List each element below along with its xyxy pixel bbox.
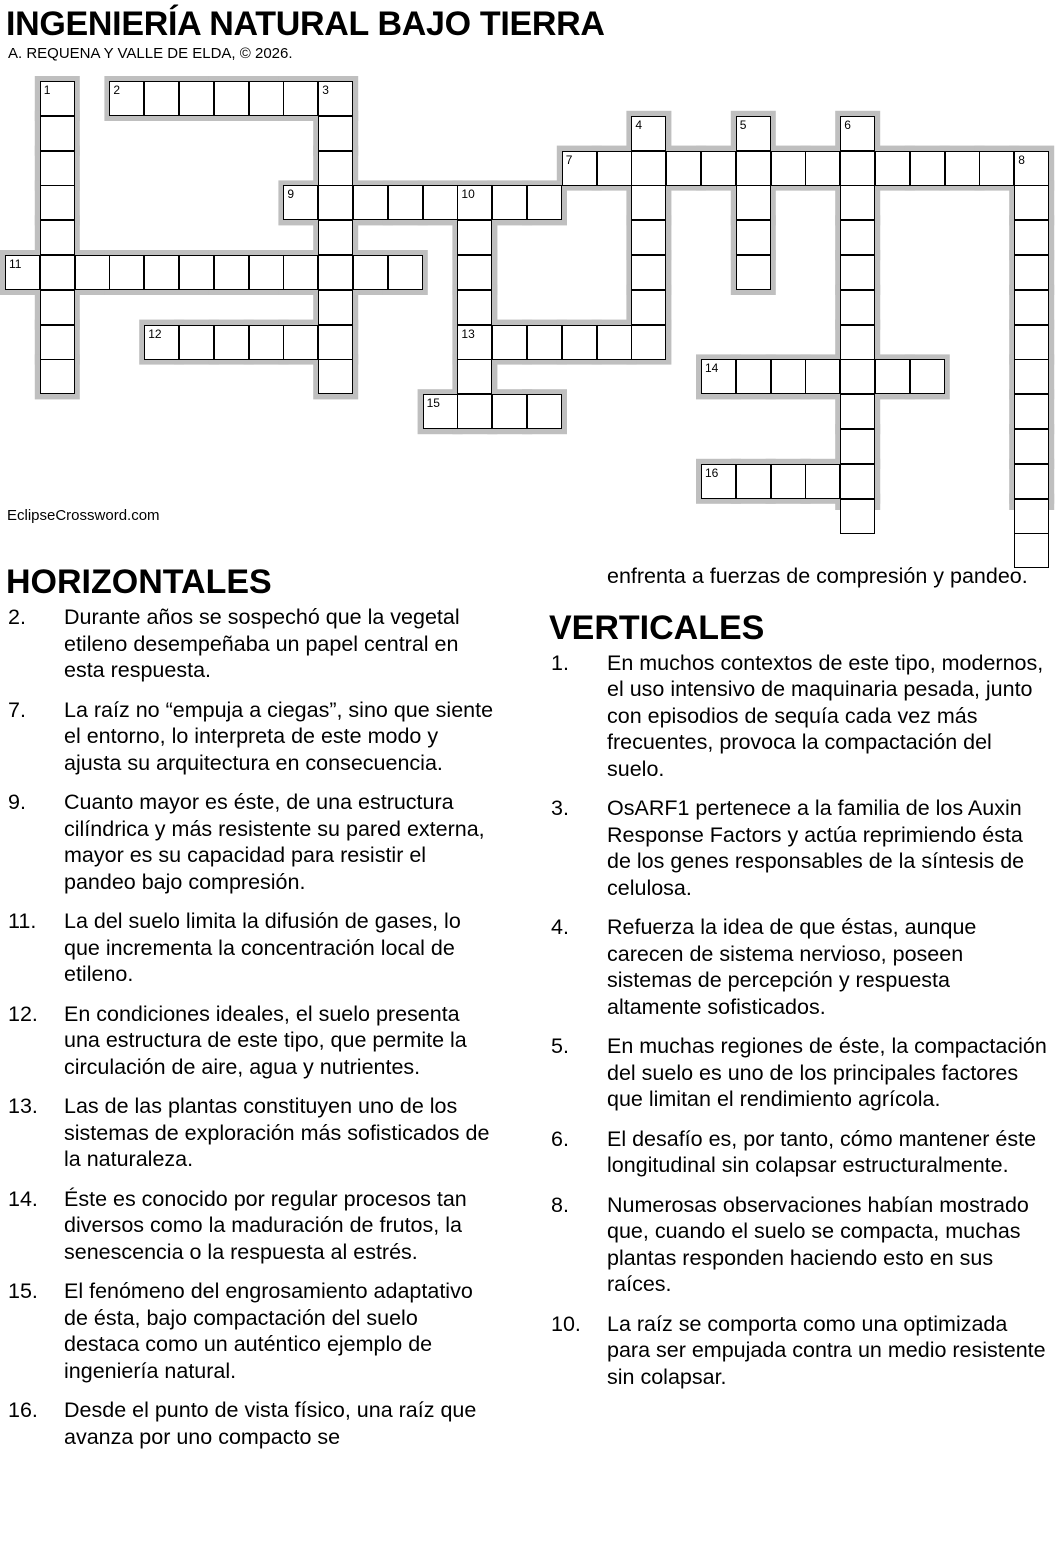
clue-number: 12 <box>148 326 162 341</box>
clue-number: 14 <box>705 361 719 376</box>
grid-cell[interactable] <box>701 359 736 394</box>
clue-number: 11 <box>9 257 22 271</box>
grid-cell[interactable] <box>249 255 284 290</box>
grid-cell[interactable] <box>1014 220 1049 255</box>
grid-cell[interactable] <box>318 116 353 151</box>
grid-cell[interactable] <box>492 325 527 360</box>
grid-cell[interactable] <box>40 81 75 116</box>
grid-cell[interactable] <box>75 255 110 290</box>
across-column <box>6 560 496 1463</box>
grid-cell[interactable] <box>527 185 562 220</box>
across-clue <box>6 789 496 895</box>
down-clue <box>549 914 1049 1020</box>
clue-text: Las de las plantas constituyen uno de los sistemas de exploración más sofisticados de la naturaleza. <box>64 1094 490 1171</box>
grid-cell[interactable] <box>597 325 632 360</box>
clue-num: 6. <box>551 1126 569 1151</box>
grid-cell[interactable] <box>875 359 910 394</box>
grid-cell[interactable] <box>457 359 492 394</box>
grid-cell[interactable] <box>771 151 806 186</box>
grid-cell[interactable] <box>527 394 562 429</box>
grid-cell[interactable] <box>840 325 875 360</box>
clue-text: El fenómeno del engrosamiento adaptativo de ésta, bajo compactación del suelo destaca como un auténtico ejemplo de ingeniería natural. <box>64 1279 473 1383</box>
grid-cell[interactable] <box>736 151 771 186</box>
clue-num: 15. <box>8 1279 38 1303</box>
across-clue-list <box>6 604 496 1450</box>
grid-cell[interactable] <box>423 394 458 429</box>
grid-cell[interactable] <box>353 255 388 290</box>
across-clue <box>6 1397 496 1450</box>
grid-cell[interactable] <box>109 255 144 290</box>
grid-cell[interactable] <box>631 290 666 325</box>
grid-cell[interactable] <box>631 325 666 360</box>
grid-cell[interactable] <box>457 290 492 325</box>
grid-cell[interactable] <box>805 151 840 186</box>
grid-cell[interactable] <box>318 81 353 116</box>
clue-text: El desafío es, por tanto, cómo mantener éste longitudinal sin colapsar estructuralmente. <box>607 1126 1037 1177</box>
grid-cell[interactable] <box>457 394 492 429</box>
across-clue <box>6 1186 496 1266</box>
grid-cell[interactable] <box>144 255 179 290</box>
grid-cell[interactable] <box>562 151 597 186</box>
grid-cell[interactable] <box>631 151 666 186</box>
grid-cell[interactable] <box>840 220 875 255</box>
clue-num: 1. <box>551 650 569 675</box>
grid-cell[interactable] <box>1014 325 1049 360</box>
across-clue <box>6 1001 496 1081</box>
grid-cell[interactable] <box>318 255 353 290</box>
clue-text: Desde el punto de vista físico, una raíz que avanza por uno compacto se <box>64 1398 477 1449</box>
down-column <box>549 563 1049 1403</box>
clue-num: 10. <box>551 1311 581 1336</box>
grid-cell[interactable] <box>597 151 632 186</box>
grid-cell[interactable] <box>40 220 75 255</box>
clue-text: Numerosas observaciones habían mostrado que, cuando el suelo se compacta, muchas plantas responden haciendo esto en sus raíces. <box>607 1192 1029 1296</box>
grid-cell[interactable] <box>109 81 144 116</box>
grid-cell[interactable] <box>1014 429 1049 464</box>
clue-text: OsARF1 pertenece a la familia de los Auxin Response Factors y actúa reprimiendo ésta de los genes responsables de la síntesis de celulosa. <box>607 796 1025 900</box>
grid-cell[interactable] <box>318 325 353 360</box>
grid-cell[interactable] <box>631 220 666 255</box>
grid-cell[interactable] <box>179 255 214 290</box>
grid-cell[interactable] <box>144 325 179 360</box>
grid-cell[interactable] <box>214 325 249 360</box>
grid-cell[interactable] <box>805 359 840 394</box>
clue-number: 1 <box>43 83 51 97</box>
grid-cell[interactable] <box>840 394 875 429</box>
clue-num: 16. <box>8 1398 38 1422</box>
grid-cell[interactable] <box>283 185 318 220</box>
grid-cell[interactable] <box>1014 290 1049 325</box>
grid-cell[interactable] <box>492 394 527 429</box>
grid-cell[interactable] <box>1014 185 1049 220</box>
clue-text: Refuerza la idea de que éstas, aunque carecen de sistema nervioso, poseen sistemas de percepción y respuesta altamente sofisticados. <box>607 915 977 1019</box>
clue-text: Cuanto mayor es éste, de una estructura cilíndrica y más resistente su pared externa, mayor es su capacidad para resistir el pandeo bajo compresión. <box>64 790 485 894</box>
clue-num: 5. <box>551 1034 569 1058</box>
grid-cell[interactable] <box>840 290 875 325</box>
grid-cell[interactable] <box>40 290 75 325</box>
clue-num: 7. <box>8 697 26 722</box>
clue-number: 5 <box>739 117 747 132</box>
clue-number: 2 <box>113 83 121 97</box>
grid-cell[interactable] <box>353 185 388 220</box>
clue-text: En muchos contextos de este tipo, modernos, el uso intensivo de maquinaria pesada, junto con episodios de sequía cada vez más frecuentes, provoca la compactación del suelo. <box>607 650 1044 781</box>
clue-number: 4 <box>635 117 643 132</box>
grid-cell[interactable] <box>840 359 875 394</box>
grid-cell[interactable] <box>840 464 875 499</box>
grid-cell[interactable] <box>1014 394 1049 429</box>
grid-cell[interactable] <box>631 116 666 151</box>
grid-cell[interactable] <box>736 255 771 290</box>
clue-num: 11. <box>8 909 37 933</box>
grid-cell[interactable] <box>1014 151 1049 186</box>
grid-cell[interactable] <box>214 255 249 290</box>
grid-cell[interactable] <box>979 151 1014 186</box>
grid-cell[interactable] <box>457 255 492 290</box>
grid-cell[interactable] <box>805 464 840 499</box>
grid-cell[interactable] <box>179 325 214 360</box>
grid-cell[interactable] <box>318 151 353 186</box>
grid-cell[interactable] <box>318 290 353 325</box>
clue-text: La raíz no “empuja a ciegas”, sino que siente el entorno, lo interpreta de este modo y ajusta su arquitectura en consecuencia. <box>64 697 494 775</box>
grid-cell[interactable] <box>5 255 40 290</box>
grid-cell[interactable] <box>144 81 179 116</box>
down-clue <box>549 650 1049 783</box>
grid-cell[interactable] <box>40 151 75 186</box>
down-clue <box>549 1311 1049 1391</box>
grid-cell[interactable] <box>283 81 318 116</box>
across-heading: HORIZONTALES <box>6 563 272 601</box>
clue-num: 8. <box>551 1192 569 1217</box>
grid-cell[interactable] <box>457 325 492 360</box>
grid-cell[interactable] <box>910 359 945 394</box>
grid-cell[interactable] <box>771 464 806 499</box>
clue-number: 10 <box>461 187 475 202</box>
across-clue-continuation: enfrenta a fuerzas de compresión y pandeo. <box>607 564 1028 588</box>
grid-cell[interactable] <box>214 81 249 116</box>
grid-cell[interactable] <box>1014 359 1049 394</box>
grid-cell[interactable] <box>736 116 771 151</box>
grid-cell[interactable] <box>283 325 318 360</box>
clue-text: La raíz se comporta como una optimizada para ser empujada contra un medio resistente sin colapsar. <box>607 1311 1046 1389</box>
grid-cell[interactable] <box>40 185 75 220</box>
clue-number: 16 <box>705 465 719 480</box>
across-clue <box>6 908 496 988</box>
grid-cell[interactable] <box>840 151 875 186</box>
clue-text: La del suelo limita la difusión de gases, lo que incrementa la concentración local de etileno. <box>64 909 461 986</box>
grid-cell[interactable] <box>492 185 527 220</box>
clue-num: 3. <box>551 796 569 820</box>
grid-cell[interactable] <box>840 429 875 464</box>
page-title: INGENIERÍA NATURAL BAJO TIERRA <box>6 5 605 43</box>
across-clue <box>6 1093 496 1173</box>
across-clue <box>6 697 496 777</box>
grid-cell[interactable] <box>457 220 492 255</box>
grid-cell[interactable] <box>423 185 458 220</box>
grid-cell[interactable] <box>283 255 318 290</box>
grid-cell[interactable] <box>631 255 666 290</box>
grid-cell[interactable] <box>179 81 214 116</box>
clue-num: 4. <box>551 915 569 939</box>
grid-cell[interactable] <box>771 359 806 394</box>
grid-cell[interactable] <box>1014 499 1049 534</box>
grid-cell[interactable] <box>1014 255 1049 290</box>
clue-number: 6 <box>844 117 851 132</box>
down-heading: VERTICALES <box>549 608 765 647</box>
grid-cell[interactable] <box>840 499 875 534</box>
author-line: A. REQUENA Y VALLE DE ELDA, © 2026. <box>8 45 293 62</box>
grid-cell[interactable] <box>40 116 75 151</box>
clue-number: 9 <box>287 187 295 202</box>
down-clue <box>549 1033 1049 1113</box>
grid-cell[interactable] <box>388 255 423 290</box>
across-clue <box>6 604 496 684</box>
grid-cell[interactable] <box>910 151 945 186</box>
clue-num: 2. <box>8 605 26 629</box>
clue-number: 15 <box>426 396 440 411</box>
clue-number: 13 <box>461 326 475 341</box>
down-clue <box>549 1192 1049 1298</box>
clue-num: 13. <box>8 1094 38 1118</box>
grid-cell[interactable] <box>701 151 736 186</box>
clue-text: En condiciones ideales, el suelo presenta una estructura de este tipo, que permite la circulación de aire, agua y nutrientes. <box>64 1001 467 1079</box>
down-clue <box>549 1126 1049 1179</box>
grid-cell[interactable] <box>318 220 353 255</box>
grid-cell[interactable] <box>840 116 875 151</box>
grid-cell[interactable] <box>840 255 875 290</box>
grid-cell[interactable] <box>40 359 75 394</box>
grid-cell[interactable] <box>527 325 562 360</box>
grid-cell[interactable] <box>736 359 771 394</box>
grid-cell[interactable] <box>736 220 771 255</box>
grid-cell[interactable] <box>562 325 597 360</box>
grid-cell[interactable] <box>457 185 492 220</box>
grid-cell[interactable] <box>40 325 75 360</box>
grid-cell[interactable] <box>388 185 423 220</box>
clue-text: Durante años se sospechó que la vegetal etileno desempeñaba un papel central en esta respuesta. <box>64 605 460 682</box>
grid-cell[interactable] <box>318 185 353 220</box>
clue-text: En muchas regiones de éste, la compactación del suelo es uno de los principales factores que limitan el rendimiento agrícola. <box>607 1034 1047 1111</box>
grid-cell[interactable] <box>666 151 701 186</box>
grid-cell[interactable] <box>736 185 771 220</box>
down-clue <box>549 795 1049 901</box>
clue-num: 9. <box>8 790 26 814</box>
clue-number: 7 <box>565 152 573 167</box>
clue-number: 3 <box>322 83 329 97</box>
grid-cell[interactable] <box>701 464 736 499</box>
grid-cell[interactable] <box>318 359 353 394</box>
across-clue <box>6 1278 496 1384</box>
down-clue-list <box>549 650 1049 1391</box>
clue-num: 12. <box>8 1001 38 1026</box>
grid-cell[interactable] <box>631 185 666 220</box>
grid-cell[interactable] <box>40 255 75 290</box>
grid-cell[interactable] <box>736 464 771 499</box>
grid-cell[interactable] <box>249 81 284 116</box>
grid-cell[interactable] <box>875 151 910 186</box>
clue-num: 14. <box>8 1186 38 1211</box>
clue-text: Éste es conocido por regular procesos tan diversos como la maduración de frutos, la senescencia o la respuesta al estrés. <box>64 1186 467 1264</box>
grid-cell[interactable] <box>945 151 980 186</box>
credit-line: EclipseCrossword.com <box>7 507 160 524</box>
clue-number: 8 <box>1018 152 1025 167</box>
grid-cell[interactable] <box>840 185 875 220</box>
grid-cell[interactable] <box>1014 464 1049 499</box>
grid-cell[interactable] <box>249 325 284 360</box>
